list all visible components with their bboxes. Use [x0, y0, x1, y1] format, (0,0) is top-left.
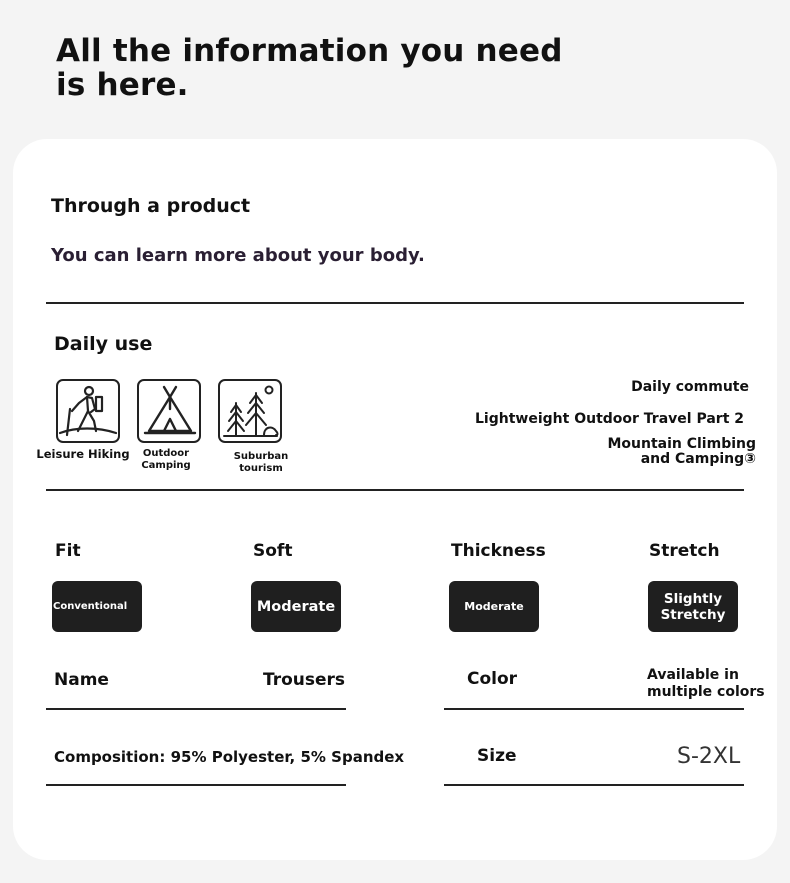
pine-trees-icon — [218, 379, 282, 443]
hiker-icon — [56, 379, 120, 443]
intro-subtitle: You can learn more about your body. — [51, 245, 425, 266]
headline-line-2: is here. — [56, 67, 189, 103]
page-headline — [56, 34, 563, 102]
daily-use-title: Daily use — [54, 333, 153, 355]
divider — [46, 302, 744, 304]
attr-label-soft: Soft — [253, 541, 293, 561]
name-label: Name — [54, 670, 109, 690]
attr-value-soft: Moderate — [251, 581, 341, 632]
color-value: Available in multiple colors — [647, 667, 765, 700]
attr-label-stretch: Stretch — [649, 541, 720, 561]
headline-line-1: All the information you need — [56, 33, 563, 69]
use-daily-commute: Daily commute — [631, 379, 749, 395]
info-card — [13, 139, 777, 860]
attr-value-thickness: Moderate — [449, 581, 539, 632]
divider — [46, 708, 346, 710]
icon-label-suburban-tourism: Suburban tourism — [233, 451, 289, 474]
divider — [444, 784, 744, 786]
divider — [444, 708, 744, 710]
divider — [46, 489, 744, 491]
attr-value-fit: Conventional — [52, 581, 142, 632]
divider — [46, 784, 346, 786]
intro-title: Through a product — [51, 195, 251, 217]
attr-label-fit: Fit — [55, 541, 81, 561]
icon-label-outdoor-camping: Outdoor Camping — [141, 448, 191, 471]
color-label: Color — [467, 669, 518, 689]
size-value: S-2XL — [677, 744, 741, 769]
use-mountain-climbing: Mountain Climbing and Camping③ — [607, 436, 756, 467]
composition-text: Composition: 95% Polyester, 5% Spandex — [54, 748, 405, 766]
attr-value-stretch: Slightly Stretchy — [648, 581, 738, 632]
icon-label-leisure-hiking: Leisure Hiking — [36, 447, 130, 461]
name-value: Trousers — [263, 670, 346, 690]
use-lightweight-travel: Lightweight Outdoor Travel Part 2 — [475, 411, 744, 427]
tent-icon — [137, 379, 201, 443]
size-label: Size — [477, 746, 517, 766]
attr-label-thickness: Thickness — [451, 541, 546, 561]
